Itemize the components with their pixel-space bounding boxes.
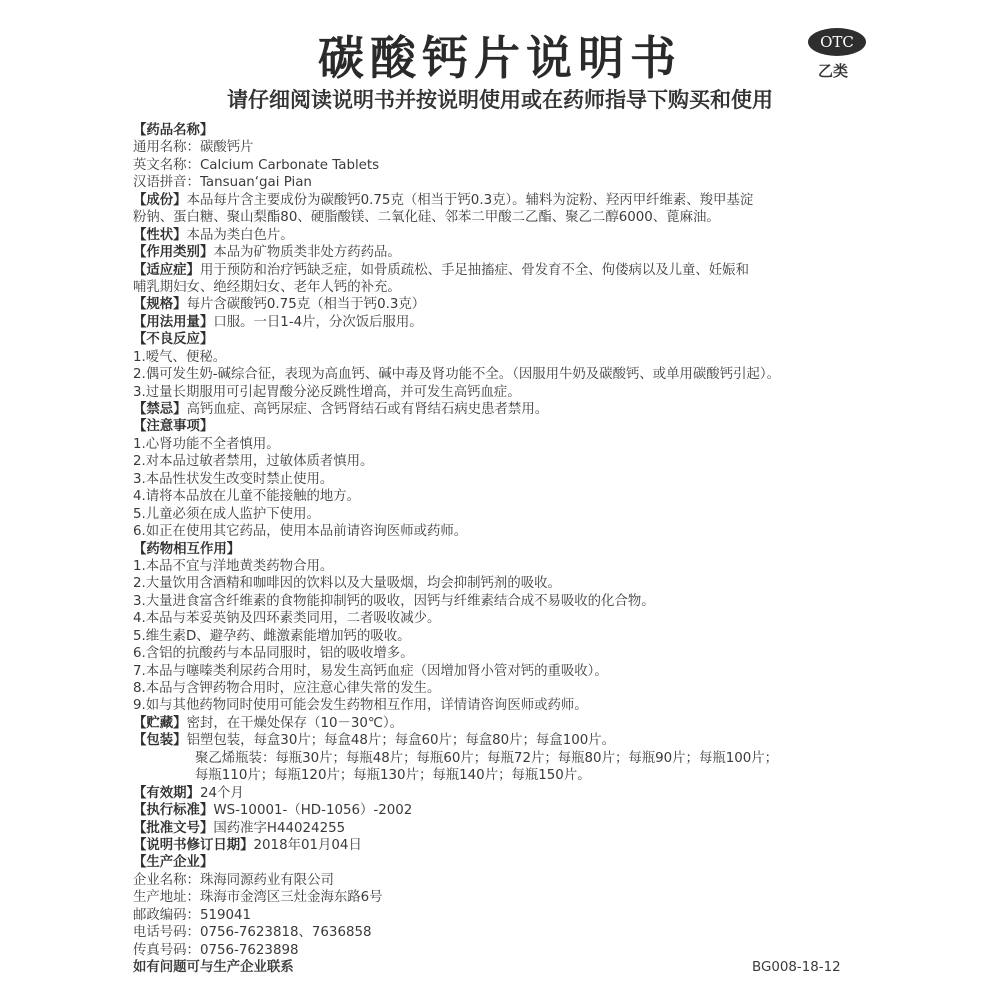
- section-line: [133, 785, 873, 802]
- line-text: 密封，在干燥处保存（10－30℃）。: [186, 715, 404, 731]
- line-text: 9.如与其他药物同时使用可能会发生药物相互作用，详情请咨询医师或药师。: [133, 698, 588, 714]
- section-line: [133, 418, 873, 435]
- section-heading: 【规格】: [133, 297, 187, 313]
- section-line: [133, 227, 873, 244]
- section-heading: 【说明书修订日期】: [133, 837, 254, 853]
- line-text: 哺乳期妇女、绝经期妇女、老年人钙的补充。: [133, 279, 401, 295]
- text-line: [133, 593, 873, 610]
- text-line: [133, 157, 873, 174]
- text-line: [133, 506, 873, 523]
- line-text: 通用名称：碳酸钙片: [133, 140, 254, 156]
- text-line: [133, 575, 873, 592]
- line-text: 24个月: [199, 785, 244, 801]
- line-text: 每瓶110片；每瓶120片；每瓶130片；每瓶140片；每瓶150片。: [195, 768, 591, 784]
- line-text: 企业名称：珠海同源药业有限公司: [133, 872, 334, 888]
- section-heading: 【不良反应】: [133, 332, 214, 348]
- section-line: [133, 314, 873, 331]
- line-text: 聚乙烯瓶装：每瓶30片；每瓶48片；每瓶60片；每瓶72片；每瓶80片；每瓶90片；每瓶100片；: [195, 750, 779, 766]
- line-text: 如有问题可与生产企业联系: [133, 960, 294, 975]
- line-text: 本品为类白色片。: [186, 227, 294, 243]
- section-heading: 【生产企业】: [133, 855, 214, 871]
- section-heading: 【贮藏】: [133, 715, 187, 731]
- line-text: 粉钠、蛋白糖、聚山梨酯80、硬脂酸镁、二氧化硅、邻苯二甲酸二乙酯、聚乙二醇6000、蓖麻油。: [133, 210, 720, 226]
- otc-class-label: 乙类: [818, 62, 849, 80]
- section-line: [133, 122, 873, 139]
- text-line: [133, 209, 873, 226]
- section-line: [133, 541, 873, 558]
- section-heading: 【药物相互作用】: [133, 541, 241, 557]
- text-line: [133, 924, 873, 941]
- line-text: 铝塑包装，每盒30片；每盒48片；每盒60片；每盒80片；每盒100片。: [186, 733, 616, 749]
- text-line: [133, 453, 873, 470]
- section-heading: 【包装】: [133, 733, 187, 749]
- section-heading: 【批准文号】: [133, 820, 214, 836]
- text-line: [133, 942, 873, 959]
- line-text: 英文名称：Calcium Carbonate Tablets: [133, 157, 380, 173]
- line-text: 6.如正在使用其它药品，使用本品前请咨询医师或药师。: [133, 524, 468, 540]
- section-heading: 【用法用量】: [133, 314, 214, 330]
- section-line: [133, 401, 873, 418]
- line-text: 3.本品性状发生改变时禁止使用。: [133, 471, 334, 487]
- text-line: [133, 366, 873, 383]
- line-text: 2.大量饮用含酒精和咖啡因的饮料以及大量吸烟，均会抑制钙剂的吸收。: [133, 576, 561, 592]
- line-text: 本品每片含主要成份为碳酸钙0.75克（相当于钙0.3克）。辅料为淀粉、羟丙甲纤维素、羧甲基淀: [186, 192, 754, 208]
- section-heading: 【适应症】: [133, 262, 200, 278]
- line-text: 2.偶可发生奶-碱综合征，表现为高血钙、碱中毒及肾功能不全。（因服用牛奶及碳酸钙、或单用碳酸钙引起）。: [133, 367, 780, 383]
- line-text: 用于预防和治疗钙缺乏症，如骨质疏松、手足抽搐症、骨发育不全、佝偻病以及儿童、妊娠和: [199, 262, 749, 278]
- section-line: [133, 331, 873, 348]
- document-code: BG008-18-12: [752, 960, 841, 975]
- text-line: [133, 384, 873, 401]
- line-text: 5.儿童必须在成人监护下使用。: [133, 506, 320, 522]
- line-text: 每片含碳酸钙0.75克（相当于钙0.3克）: [186, 297, 426, 313]
- section-heading: 【性状】: [133, 227, 187, 243]
- text-line: [133, 767, 873, 784]
- text-line: [133, 349, 873, 366]
- section-heading: 【成份】: [133, 192, 187, 208]
- section-heading: 【药品名称】: [133, 123, 214, 138]
- text-line: [133, 471, 873, 488]
- text-line: [133, 436, 873, 453]
- leaflet-body: [133, 122, 873, 976]
- text-line: [133, 139, 873, 156]
- text-line: [133, 680, 873, 697]
- section-line: [133, 715, 873, 732]
- text-line: [133, 750, 873, 767]
- page-title: 碳酸钙片说明书: [318, 31, 682, 85]
- section-line: [133, 262, 873, 279]
- section-heading: 【执行标准】: [133, 803, 214, 819]
- line-text: 4.本品与苯妥英钠及四环素类同用，二者吸收减少。: [133, 611, 441, 627]
- text-line: [133, 558, 873, 575]
- text-line: [133, 872, 873, 889]
- text-line: [133, 628, 873, 645]
- section-heading: 【注意事项】: [133, 419, 214, 435]
- line-text: 传真号码：0756-7623898: [133, 942, 299, 958]
- line-text: 国药准字H44024255: [213, 820, 346, 836]
- section-heading: 【作用类别】: [133, 245, 214, 261]
- section-line: [133, 837, 873, 854]
- section-line: [133, 192, 873, 209]
- section-heading: 【有效期】: [133, 785, 200, 801]
- line-text: 汉语拼音：Tansuan‘gai Pian: [133, 175, 312, 191]
- line-text: 3.过量长期服用可引起胃酸分泌反跳性增高，并可发生高钙血症。: [133, 384, 521, 400]
- line-text: 本品为矿物质类非处方药药品。: [213, 245, 401, 261]
- line-text: 生产地址：珠海市金湾区三灶金海东路6号: [133, 890, 383, 906]
- line-text: 2018年01月04日: [253, 837, 362, 853]
- text-line: [133, 174, 873, 191]
- line-text: WS-10001-（HD-1056）-2002: [213, 803, 413, 819]
- text-line: [133, 907, 873, 924]
- section-heading: 【禁忌】: [133, 402, 187, 417]
- section-line: [133, 820, 873, 837]
- text-line: [133, 889, 873, 906]
- line-text: 1.本品不宜与洋地黄类药物合用。: [133, 558, 334, 574]
- text-line: [133, 663, 873, 680]
- line-text: 电话号码：0756-7623818、7636858: [133, 925, 372, 941]
- text-line: [133, 697, 873, 714]
- otc-badge: OTC: [808, 28, 866, 56]
- text-line: [133, 610, 873, 627]
- line-text: 4.请将本品放在儿童不能接触的地方。: [133, 489, 361, 505]
- text-line: [133, 488, 873, 505]
- text-line: [133, 523, 873, 540]
- page-subtitle: 请仔细阅读说明书并按说明使用或在药师指导下购买和使用: [227, 88, 773, 112]
- section-line: [133, 244, 873, 261]
- text-line: [133, 279, 873, 296]
- line-text: 2.对本品过敏者禁用，过敏体质者慎用。: [133, 454, 374, 470]
- line-text: 1.心肾功能不全者慎用。: [133, 436, 280, 452]
- section-line: [133, 802, 873, 819]
- section-line: [133, 732, 873, 749]
- text-line: [133, 645, 873, 662]
- line-text: 5.维生素D、避孕药、雌激素能增加钙的吸收。: [133, 628, 411, 644]
- line-text: 1.嗳气、便秘。: [133, 349, 227, 365]
- line-text: 高钙血症、高钙尿症、含钙肾结石或有肾结石病史患者禁用。: [186, 402, 549, 417]
- line-text: 7.本品与噻嗪类利尿药合用时，易发生高钙血症（因增加肾小管对钙的重吸收）。: [133, 663, 608, 679]
- line-text: 8.本品与含钾药物合用时，应注意心律失常的发生。: [133, 681, 441, 696]
- section-line: [133, 854, 873, 871]
- section-line: [133, 296, 873, 313]
- line-text: 3.大量进食富含纤维素的食物能抑制钙的吸收，因钙与纤维素结合成不易吸收的化合物。: [133, 593, 655, 609]
- line-text: 6.含铝的抗酸药与本品同服时，铝的吸收增多。: [133, 646, 414, 662]
- line-text: 邮政编码：519041: [133, 907, 252, 923]
- line-text: 口服。一日1-4片，分次饭后服用。: [213, 314, 423, 330]
